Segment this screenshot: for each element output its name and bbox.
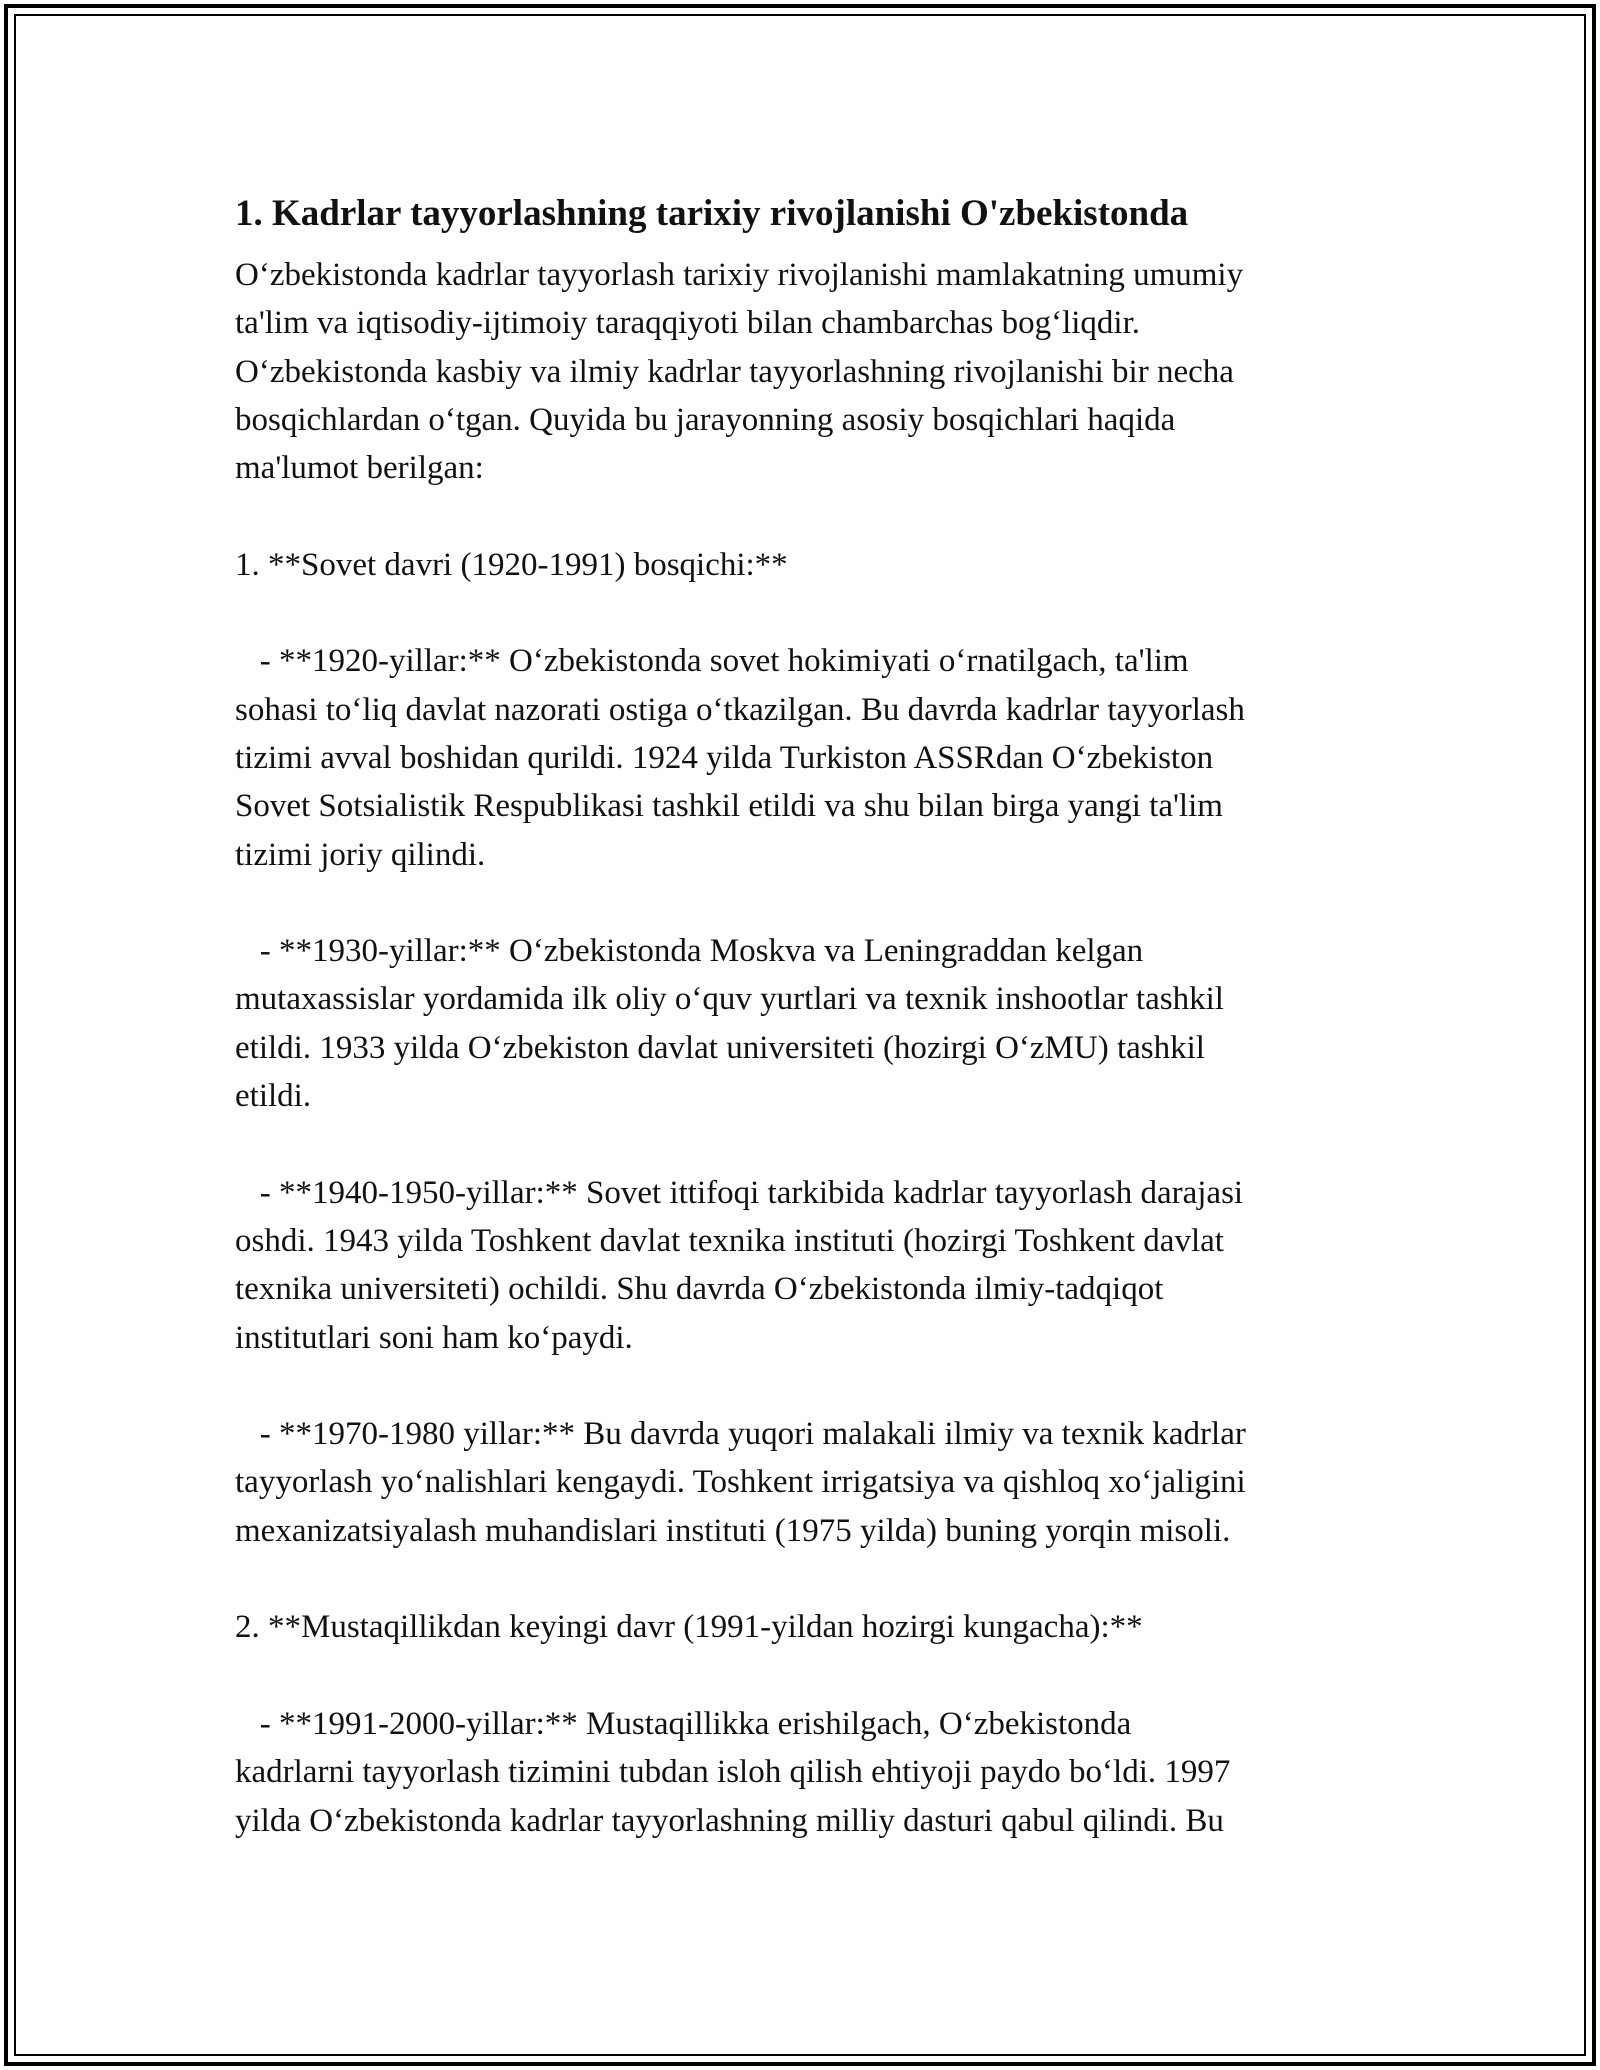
text-line: oshdi. 1943 yilda Toshkent davlat texnika instituti (hozirgi Toshkent davlat — [235, 1222, 1224, 1259]
paragraph-gap — [235, 1555, 1385, 1603]
text-line: ma'lumot berilgan: — [235, 450, 484, 487]
paragraph — [235, 1169, 1385, 1362]
document-paragraphs — [235, 251, 1385, 1845]
text-line: etildi. — [235, 1078, 312, 1115]
text-line: - **1991-2000-yillar:** Mustaqillikka erishilgach, O‘zbekistonda — [235, 1705, 1132, 1742]
text-line: - **1920-yillar:** O‘zbekistonda sovet hokimiyati o‘rnatilgach, ta'lim — [235, 643, 1189, 680]
text-line: bosqichlardan o‘tgan. Quyida bu jarayonning asosiy bosqichlari haqida — [235, 401, 1176, 438]
text-line: O‘zbekistonda kasbiy va ilmiy kadrlar tayyorlashning rivojlanishi bir necha — [235, 353, 1234, 390]
text-line: mexanizatsiyalash muhandislari instituti (1975 yilda) buning yorqin misoli. — [235, 1512, 1231, 1549]
text-line: ta'lim va iqtisodiy-ijtimoiy taraqqiyoti bilan chambarchas bog‘liqdir. — [235, 305, 1141, 342]
text-line: - **1930-yillar:** O‘zbekistonda Moskva va Leningraddan kelgan — [235, 933, 1144, 970]
paragraph — [235, 251, 1385, 492]
text-line: texnika universiteti) ochildi. Shu davrda O‘zbekistonda ilmiy-tadqiqot — [235, 1271, 1164, 1308]
text-line: Sovet Sotsialistik Respublikasi tashkil etildi va shu bilan birga yangi ta'lim — [235, 788, 1223, 825]
text-line: yilda O‘zbekistonda kadrlar tayyorlashning milliy dasturi qabul qilindi. Bu — [235, 1802, 1224, 1839]
document-title: 1. Kadrlar tayyorlashning tarixiy rivojlanishi O'zbekistonda — [235, 193, 1189, 234]
text-line: - **1940-1950-yillar:** Sovet ittifoqi tarkibida kadrlar tayyorlash darajasi — [235, 1174, 1244, 1211]
text-line: sohasi to‘liq davlat nazorati ostiga o‘tkazilgan. Bu davrda kadrlar tayyorlash — [235, 691, 1245, 728]
paragraph-gap — [235, 1652, 1385, 1700]
paragraph-gap — [235, 1362, 1385, 1410]
text-line: 2. **Mustaqillikdan keyingi davr (1991-yildan hozirgi kungacha):** — [235, 1609, 1143, 1646]
paragraph — [235, 1700, 1385, 1845]
text-line: O‘zbekistonda kadrlar tayyorlash tarixiy rivojlanishi mamlakatning umumiy — [235, 257, 1244, 293]
paragraph — [235, 541, 1385, 589]
text-line: 1. **Sovet davri (1920-1991) bosqichi:** — [235, 546, 788, 583]
text-line: etildi. 1933 yilda O‘zbekiston davlat universiteti (hozirgi O‘zMU) tashkil — [235, 1029, 1205, 1066]
paragraph-gap — [235, 589, 1385, 637]
text-line: institutlari soni ham ko‘paydi. — [235, 1319, 633, 1356]
paragraph — [235, 637, 1385, 878]
paragraph — [235, 1410, 1385, 1555]
text-line: tizimi avval boshidan qurildi. 1924 yilda Turkiston ASSRdan O‘zbekiston — [235, 739, 1214, 776]
paragraph-gap — [235, 1120, 1385, 1168]
text-line: mutaxassislar yordamida ilk oliy o‘quv yurtlari va texnik inshootlar tashkil — [235, 981, 1224, 1018]
text-line: kadrlarni tayyorlash tizimini tubdan isloh qilish ehtiyoji paydo bo‘ldi. 1997 — [235, 1754, 1231, 1791]
text-line: - **1970-1980 yillar:** Bu davrda yuqori malakali ilmiy va texnik kadrlar — [235, 1416, 1246, 1453]
paragraph-gap — [235, 879, 1385, 927]
text-line: tayyorlash yo‘nalishlari kengaydi. Toshkent irrigatsiya va qishloq xo‘jaligini — [235, 1464, 1246, 1501]
paragraph-gap — [235, 492, 1385, 540]
document-body — [235, 185, 1385, 1845]
paragraph — [235, 927, 1385, 1120]
text-line: tizimi joriy qilindi. — [235, 836, 486, 873]
paragraph — [235, 1603, 1385, 1651]
